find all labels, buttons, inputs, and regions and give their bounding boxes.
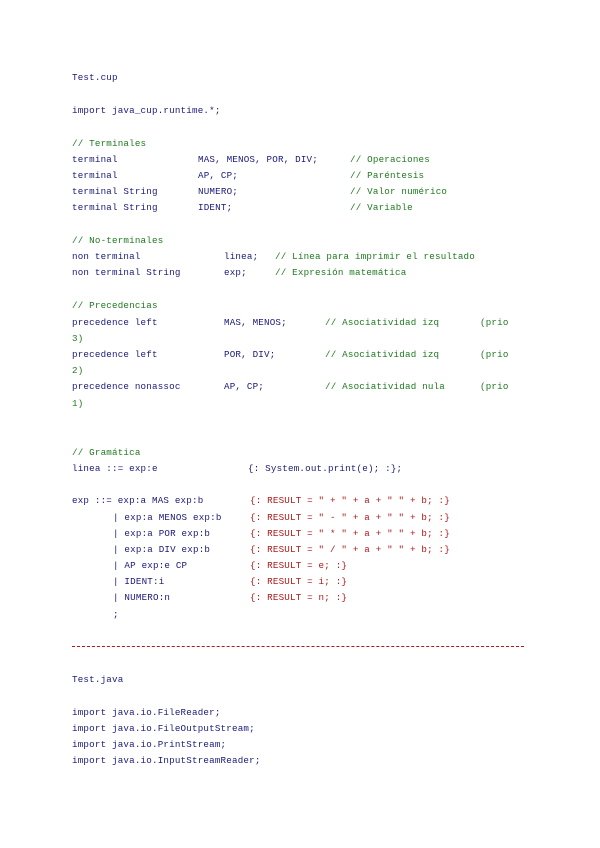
exp-action: {: RESULT = " / " + a + " " + b; :} (250, 544, 450, 555)
exp-action: {: RESULT = " * " + a + " " + b; :} (250, 528, 450, 539)
exp-production: | exp:a DIV exp:b (113, 544, 211, 555)
precedence-prio-value: 1) (72, 398, 84, 409)
non-terminal-decl: non terminal (72, 251, 141, 262)
precedence-symbols: MAS, MENOS; (224, 317, 287, 328)
precedence-comment: // Asociatividad nula (325, 381, 445, 392)
non-terminal-decl: non terminal String (72, 267, 181, 278)
non-terminal-comment: // Línea para imprimir el resultado (275, 251, 475, 262)
precedence-decl: precedence left (72, 349, 158, 360)
rule-terminator: ; (113, 609, 119, 620)
precedence-decl: precedence left (72, 317, 158, 328)
exp-action: {: RESULT = e; :} (250, 560, 348, 571)
precedence-symbols: POR, DIV; (224, 349, 276, 360)
terminal-decl: terminal (72, 170, 118, 181)
non-terminal-symbol: linea; (224, 251, 259, 262)
terminal-decl: terminal String (72, 202, 158, 213)
precedencias-comment: // Precedencias (72, 300, 158, 311)
exp-production: | IDENT:i (113, 576, 165, 587)
exp-production: | exp:a MENOS exp:b (113, 512, 222, 523)
precedence-prio-value: 2) (72, 365, 84, 376)
terminal-symbols: MAS, MENOS, POR, DIV; (198, 154, 318, 165)
precedence-prio: (prio (480, 317, 509, 328)
exp-production: | NUMERO:n (113, 592, 171, 603)
cup-file-title: Test.cup (72, 72, 118, 83)
section-separator (72, 646, 524, 647)
terminal-symbols: AP, CP; (198, 170, 238, 181)
exp-production: | exp:a POR exp:b (113, 528, 211, 539)
terminal-comment: // Paréntesis (350, 170, 425, 181)
terminal-comment: // Operaciones (350, 154, 430, 165)
linea-action: {: System.out.print(e); :}; (248, 463, 403, 474)
exp-action: {: RESULT = i; :} (250, 576, 348, 587)
precedence-prio: (prio (480, 381, 509, 392)
terminal-comment: // Variable (350, 202, 413, 213)
java-import-line: import java.io.InputStreamReader; (72, 755, 261, 766)
no-terminales-comment: // No-terminales (72, 235, 164, 246)
precedence-comment: // Asociatividad izq (325, 349, 440, 360)
exp-production: | AP exp:e CP (113, 560, 188, 571)
java-import-line: import java.io.FileReader; (72, 707, 221, 718)
terminal-decl: terminal String (72, 186, 158, 197)
non-terminal-symbol: exp; (224, 267, 247, 278)
non-terminal-comment: // Expresión matemática (275, 267, 407, 278)
precedence-comment: // Asociatividad izq (325, 317, 440, 328)
terminal-symbols: NUMERO; (198, 186, 238, 197)
java-import-line: import java.io.FileOutputStream; (72, 723, 255, 734)
exp-action: {: RESULT = " + " + a + " " + b; :} (250, 495, 450, 506)
java-file-title: Test.java (72, 674, 124, 685)
terminal-symbols: IDENT; (198, 202, 233, 213)
precedence-prio: (prio (480, 349, 509, 360)
gramatica-comment: // Gramática (72, 447, 141, 458)
precedence-decl: precedence nonassoc (72, 381, 181, 392)
precedence-prio-value: 3) (72, 333, 84, 344)
precedence-symbols: AP, CP; (224, 381, 264, 392)
java-import-line: import java.io.PrintStream; (72, 739, 227, 750)
exp-action: {: RESULT = n; :} (250, 592, 348, 603)
exp-action: {: RESULT = " - " + a + " " + b; :} (250, 512, 450, 523)
cup-import-line: import java_cup.runtime.*; (72, 105, 221, 116)
terminal-comment: // Valor numérico (350, 186, 448, 197)
terminal-decl: terminal (72, 154, 118, 165)
exp-production: exp ::= exp:a MAS exp:b (72, 495, 204, 506)
linea-rule: linea ::= exp:e (72, 463, 158, 474)
terminales-comment: // Terminales (72, 138, 147, 149)
